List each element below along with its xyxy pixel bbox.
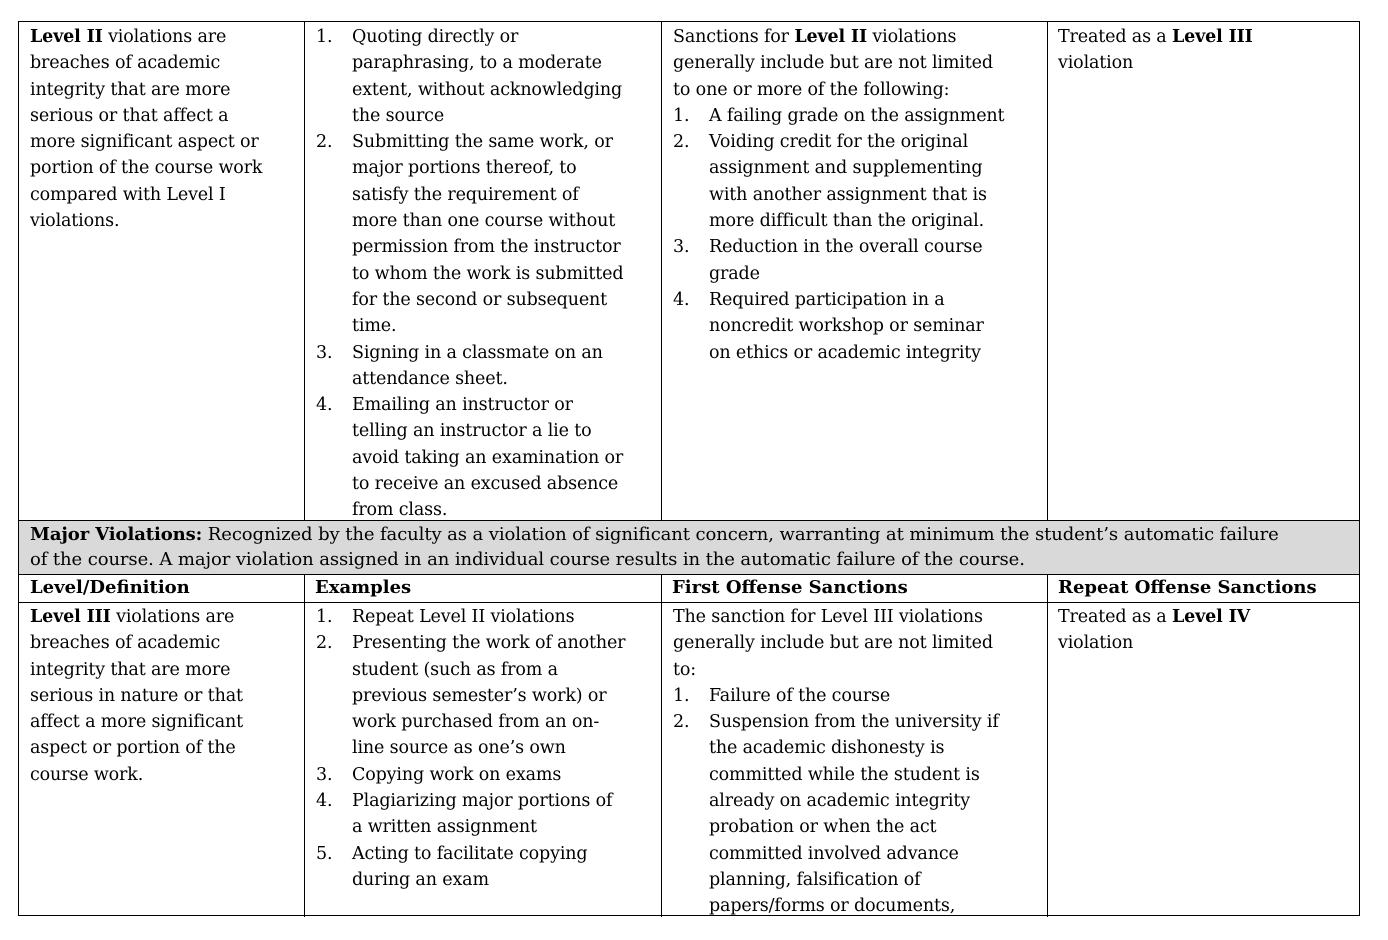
text-line: more difficult than the original. (709, 211, 985, 232)
text-line: violations are (102, 27, 227, 47)
text-line: A failing grade on the assignment (709, 105, 1005, 126)
list-item (673, 683, 999, 709)
list-item (316, 129, 623, 339)
text-line: Treated as a (1058, 27, 1173, 47)
text-line: Presenting the work of another (352, 633, 626, 654)
level2-definition (30, 24, 262, 234)
text-line: satisfy the requirement of (352, 184, 579, 205)
list-item (316, 630, 625, 761)
list-number: 2. (316, 132, 333, 153)
level3-label: Level III (1172, 27, 1253, 47)
level3-repeat-offense (1058, 604, 1250, 657)
text-line: with another assignment that is (709, 184, 987, 205)
text-line: violation (1058, 633, 1134, 654)
major-violations-line: of the course. A major violation assigned in an individual course results in the automatic failure of the course. (30, 549, 1025, 570)
list-item (316, 841, 625, 894)
major-violations-text (30, 522, 1279, 572)
text-line: affect a more significant (30, 712, 244, 733)
text-line: portion of the course work (30, 158, 263, 179)
text-line: time. (352, 316, 397, 337)
text-line: Reduction in the overall course (709, 237, 983, 258)
text-line: telling an instructor a lie to (352, 421, 592, 442)
text-line: avoid taking an examination or (352, 447, 624, 468)
text-line: violations (866, 27, 957, 47)
level3-examples (316, 604, 625, 893)
text-line: previous semester’s work) or (352, 685, 607, 706)
text-line: Acting to facilitate copying (352, 843, 588, 864)
column-divider (304, 22, 305, 521)
major-violations-band (19, 521, 1359, 574)
text-line: violation (1058, 53, 1134, 74)
row-divider (19, 602, 1359, 603)
text-line: violations are (110, 607, 235, 627)
header-examples: Examples (315, 577, 412, 598)
text-line: during an exam (352, 869, 489, 890)
list-item (316, 340, 623, 393)
text-line: aspect or portion of the (30, 738, 236, 759)
list-number: 1. (673, 105, 690, 126)
list-item (673, 234, 1004, 287)
text-line: the academic dishonesty is (709, 738, 945, 759)
text-line: to whom the work is submitted (352, 263, 624, 284)
list-item (673, 129, 1004, 234)
text-line: already on academic integrity (709, 791, 970, 812)
text-line: to receive an excused absence (352, 474, 619, 495)
text-line: Failure of the course (709, 685, 891, 706)
text-line: on ethics or academic integrity (709, 342, 981, 363)
row-divider (19, 520, 1359, 521)
list-number: 4. (673, 289, 690, 310)
text-line: work purchased from an on- (352, 712, 600, 733)
list-item (316, 24, 623, 129)
text-line: serious in nature or that (30, 685, 243, 706)
text-line: compared with Level I (30, 184, 226, 205)
text-line: Suspension from the university if (709, 712, 999, 733)
text-line: noncredit workshop or seminar (709, 316, 984, 337)
list-item (316, 788, 625, 841)
text-line: assignment and supplementing (709, 158, 983, 179)
text-line: from class. (352, 500, 448, 521)
text-line: Copying work on exams (352, 764, 562, 785)
major-violations-label: Major Violations: (30, 524, 203, 545)
text-line: Repeat Level II violations (352, 607, 575, 627)
column-divider (304, 574, 305, 917)
text-line: integrity that are more (30, 79, 231, 100)
level2-first-offense (673, 24, 1004, 366)
text-line: papers/forms or documents, (709, 896, 956, 917)
text-line: Signing in a classmate on an (352, 342, 603, 363)
text-line: generally include but are not limited (673, 633, 993, 654)
list-number: 3. (316, 764, 333, 785)
text-line: planning, falsification of (709, 869, 921, 890)
text-line: to: (673, 659, 697, 680)
text-line: the source (352, 105, 445, 126)
level3-definition (30, 604, 243, 788)
text-line: Treated as a (1058, 607, 1173, 627)
list-item (316, 604, 625, 630)
text-line: to one or more of the following: (673, 79, 950, 100)
major-violations-line: Recognized by the faculty as a violation of significant concern, warranting at minimum the student’s automatic failure (202, 524, 1279, 545)
text-line: The sanction for Level III violations (673, 607, 983, 627)
level4-label: Level IV (1172, 607, 1251, 627)
text-line: Plagiarizing major portions of (352, 791, 613, 812)
text-line: course work. (30, 764, 144, 785)
list-number: 2. (316, 633, 333, 654)
header-first-offense: First Offense Sanctions (672, 577, 908, 598)
text-line: paraphrasing, to a moderate (352, 53, 602, 74)
text-line: attendance sheet. (352, 368, 508, 389)
text-line: major portions thereof, to (352, 158, 577, 179)
text-line: more than one course without (352, 211, 616, 232)
violations-table (18, 21, 1360, 916)
level2-label: Level II (794, 27, 867, 47)
text-line: probation or when the act (709, 817, 937, 838)
list-item (316, 762, 625, 788)
text-line: a written assignment (352, 817, 537, 838)
list-number: 2. (673, 132, 690, 153)
text-line: breaches of academic (30, 53, 221, 74)
text-line: Required participation in a (709, 289, 945, 310)
column-divider (661, 574, 662, 917)
list-item (316, 392, 623, 523)
list-number: 4. (316, 395, 333, 416)
text-line: breaches of academic (30, 633, 221, 654)
text-line: Sanctions for (673, 27, 795, 47)
list-number: 1. (316, 27, 333, 47)
level2-repeat-offense (1058, 24, 1253, 77)
text-line: student (such as from a (352, 659, 558, 680)
text-line: grade (709, 263, 760, 284)
text-line: Emailing an instructor or (352, 395, 573, 416)
level2-examples (316, 24, 623, 524)
text-line: committed while the student is (709, 764, 980, 785)
text-line: more significant aspect or (30, 132, 259, 153)
column-divider (1047, 22, 1048, 521)
level2-label: Level II (30, 27, 103, 47)
text-line: integrity that are more (30, 659, 231, 680)
column-divider (1047, 574, 1048, 917)
list-number: 4. (316, 791, 333, 812)
text-line: extent, without acknowledging (352, 79, 623, 100)
list-item (673, 103, 1004, 129)
text-line: committed involved advance (709, 843, 959, 864)
header-repeat-offense: Repeat Offense Sanctions (1058, 577, 1317, 598)
list-item (673, 709, 999, 919)
list-number: 1. (316, 607, 333, 627)
list-number: 5. (316, 843, 333, 864)
text-line: permission from the instructor (352, 237, 621, 258)
text-line: serious or that affect a (30, 105, 229, 126)
text-line: violations. (30, 211, 120, 232)
list-number: 3. (673, 237, 690, 258)
list-number: 2. (673, 712, 690, 733)
list-number: 3. (316, 342, 333, 363)
header-level-definition: Level/Definition (30, 577, 190, 598)
list-number: 1. (673, 685, 690, 706)
level3-first-offense (673, 604, 999, 920)
text-line: generally include but are not limited (673, 53, 993, 74)
text-line: for the second or subsequent (352, 289, 608, 310)
level3-label: Level III (30, 607, 111, 627)
text-line: Quoting directly or (352, 27, 519, 47)
text-line: line source as one’s own (352, 738, 566, 759)
text-line: Submitting the same work, or (352, 132, 613, 153)
text-line: Voiding credit for the original (709, 132, 969, 153)
list-item (673, 287, 1004, 366)
column-divider (661, 22, 662, 521)
